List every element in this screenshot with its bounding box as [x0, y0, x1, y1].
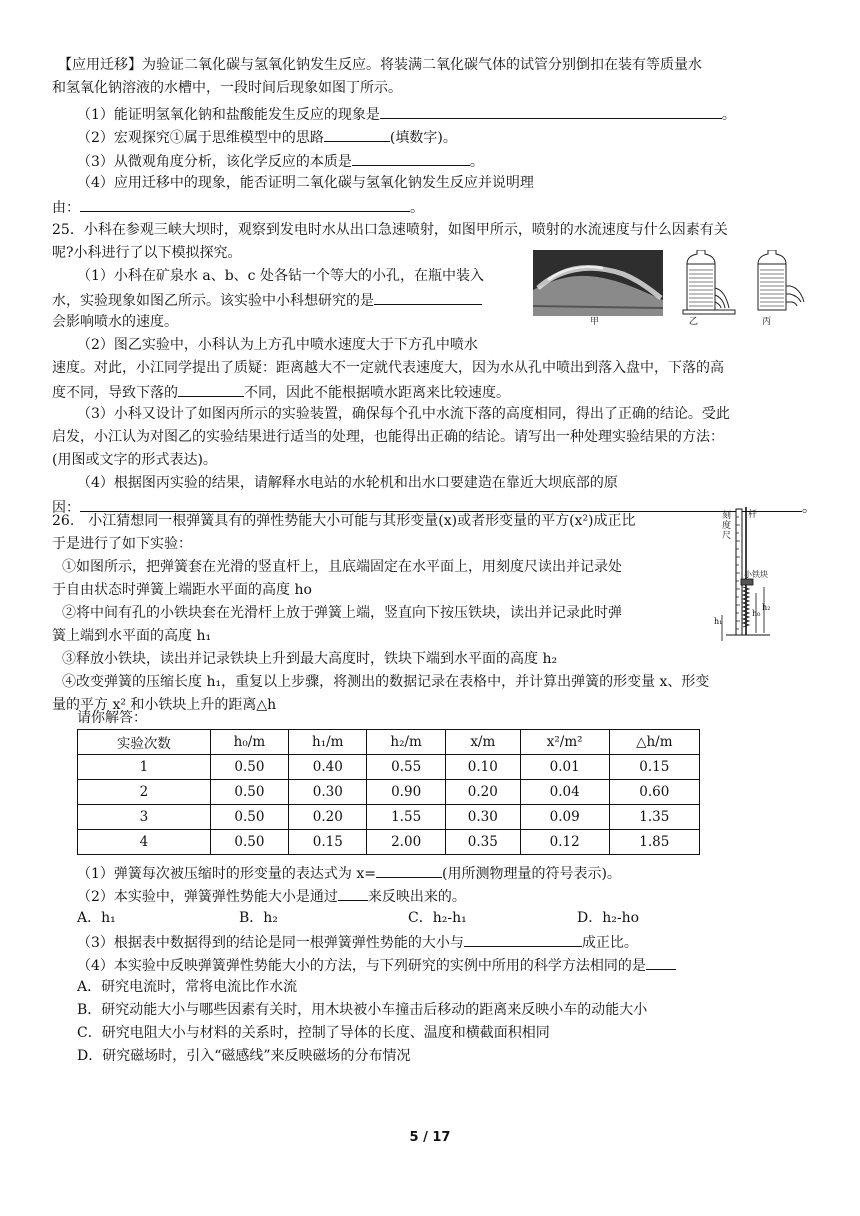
q26-step-2b: 簧上端到水平面的高度 h₁ — [52, 628, 212, 644]
answer-blank[interactable] — [324, 126, 390, 142]
table-cell: 2 — [78, 780, 211, 805]
table-header-row — [78, 730, 700, 755]
column-header: h₂/m — [367, 730, 445, 755]
q25-part-1b: 水，实验现象如图乙所示。该实验中小科想研究的是 — [52, 289, 482, 311]
q25-figure-jia — [533, 250, 663, 332]
table-cell: 0.50 — [210, 780, 288, 805]
q24-part-1: （1）能证明氢氧化钠和盐酸能发生反应的现象是 。 — [77, 103, 736, 125]
answer-blank[interactable] — [178, 381, 244, 397]
column-header: h₀/m — [210, 730, 288, 755]
q26-q2-option-b[interactable]: B．h₂ — [239, 910, 278, 926]
table-cell: 1.35 — [609, 805, 699, 830]
q25-part-3a: （3）小科又设计了如图丙所示的实验装置，确保每个孔中水流下落的高度相同，得出了正确的结论。受此 — [77, 406, 730, 422]
table-cell: 0.09 — [520, 805, 609, 830]
q26-spring-figure — [712, 505, 772, 645]
table-cell: 0.50 — [210, 830, 288, 855]
h2-label: h₂ — [762, 603, 771, 612]
table-cell: 0.50 — [210, 755, 288, 780]
answer-blank[interactable] — [380, 103, 722, 119]
column-header: x²/m² — [520, 730, 609, 755]
table-cell: 1 — [78, 755, 211, 780]
table-cell: 0.10 — [445, 755, 520, 780]
q26-step-1b: 于自由状态时弹簧上端距水平面的高度 ho — [52, 582, 312, 598]
q24-intro-line-2: 和氢氧化钠溶液的水槽中，一段时间后现象如图丁所示。 — [52, 80, 402, 96]
page-number: 5 / 17 — [409, 1130, 451, 1145]
q26-q2-option-a[interactable]: A．h₁ — [77, 910, 116, 926]
rod-label: 杆 — [748, 510, 758, 520]
q26-step-3: ③释放小铁块，读出并记录铁块上升到最大高度时，铁块下端到水平面的高度 h₂ — [62, 651, 558, 667]
table-cell: 0.50 — [210, 805, 288, 830]
h1-label: h₁ — [714, 617, 723, 626]
table-cell: 2.00 — [367, 830, 445, 855]
answer-blank[interactable] — [80, 496, 802, 512]
figure-label-bing: 丙 — [762, 317, 772, 327]
q25-part-4b: 因： 。 — [52, 496, 816, 518]
q26-question-2: （2）本实验中，弹簧弹性势能大小是通过 来反映出来的。 — [77, 885, 466, 907]
table-row — [78, 830, 700, 855]
table-row — [78, 755, 700, 780]
table-cell: 4 — [78, 830, 211, 855]
q26-step-4b: 量的平方 x² 和小铁块上升的距离△h — [52, 697, 277, 713]
table-cell: 0.30 — [289, 780, 367, 805]
q25-stem-line-1: 25．小科在参观三峡大坝时，观察到发电时水从出口急速喷射，如图甲所示，喷射的水流速度与什么因素有关 — [52, 222, 728, 238]
q26-q2-option-d[interactable]: D．h₂-ho — [577, 910, 640, 926]
column-header: h₁/m — [289, 730, 367, 755]
q24-part-4-reason: 由： 。 — [52, 196, 424, 218]
q26-prompt: 请你解答： — [77, 710, 147, 726]
table-cell: 0.30 — [445, 805, 520, 830]
figure-label-jia: 甲 — [590, 317, 600, 327]
table-cell: 1.55 — [367, 805, 445, 830]
q24-part-4: （4）应用迁移中的现象，能否证明二氧化碳与氢氧化钠发生反应并说明理 — [77, 175, 534, 191]
q26-question-1: （1）弹簧每次被压缩时的形变量的表达式为 x= (用所测物理量的符号表示)。 — [77, 862, 621, 884]
q25-part-2a: （2）图乙实验中，小科认为上方孔中喷水速度大于下方孔中喷水 — [77, 337, 478, 353]
q24-intro-line-1: 【应用迁移】为验证二氧化碳与氢氧化钠发生反应。将装满二氧化碳气体的试管分别倒扣在装有等质量水 — [58, 57, 702, 73]
table-cell: 0.20 — [289, 805, 367, 830]
q26-step-2a: ②将中间有孔的小铁块套在光滑杆上放于弹簧上端，竖直向下按压铁块，读出并记录此时弹 — [62, 605, 622, 621]
table-cell: 0.60 — [609, 780, 699, 805]
answer-blank[interactable] — [80, 196, 410, 212]
column-header: △h/m — [609, 730, 699, 755]
q26-q4-option-c[interactable]: C．研究电阻大小与材料的关系时，控制了导体的长度、温度和横截面积相同 — [77, 1025, 550, 1041]
h0-label: h₀ — [752, 609, 761, 618]
q26-step-1a: ①如图所示，把弹簧套在光滑的竖直杆上，且底端固定在水平面上，用刻度尺读出并记录处 — [62, 559, 622, 575]
table-row — [78, 805, 700, 830]
table-cell: 0.12 — [520, 830, 609, 855]
q26-step-4a: ④改变弹簧的压缩长度 h₁，重复以上步骤，将测出的数据记录在表格中，并计算出弹簧的形变量 x、形变 — [62, 674, 710, 690]
answer-blank[interactable] — [646, 954, 676, 970]
q26-q2-option-c[interactable]: C．h₂-h₁ — [408, 910, 467, 926]
q25-part-2b: 速度。对此，小江同学提出了质疑：距离越大不一定就代表速度大，因为水从孔中喷出到落入盘中，下落的高 — [52, 360, 724, 376]
table-cell: 0.15 — [609, 755, 699, 780]
figure-label-yi: 乙 — [689, 317, 699, 327]
table-cell: 0.90 — [367, 780, 445, 805]
table-cell: 0.01 — [520, 755, 609, 780]
column-header: x/m — [445, 730, 520, 755]
ruler-label: 刻度尺 — [722, 511, 732, 541]
answer-blank[interactable] — [376, 862, 442, 878]
q26-question-4: （4）本实验中反映弹簧弹性势能大小的方法，与下列研究的实例中所用的科学方法相同的是 — [77, 954, 676, 976]
q25-part-3b: 启发，小江认为对图乙的实验结果进行适当的处理，也能得出正确的结论。请写出一种处理实验结果的方法： — [52, 429, 724, 445]
table-cell: 3 — [78, 805, 211, 830]
answer-blank[interactable] — [464, 931, 582, 947]
q26-question-3: （3）根据表中数据得到的结论是同一根弹簧弹性势能的大小与 成正比。 — [77, 931, 638, 953]
table-cell: 0.55 — [367, 755, 445, 780]
q26-data-table — [77, 729, 700, 855]
block-label: 小铁块 — [744, 570, 768, 579]
q26-q4-option-b[interactable]: B．研究动能大小与哪些因素有关时，用木块被小车撞击后移动的距离来反映小车的动能大小 — [77, 1002, 648, 1018]
q24-part-3: （3）从微观角度分析，该化学反应的本质是 。 — [77, 150, 484, 172]
q25-part-3c: (用图或文字的形式表达)。 — [52, 452, 217, 468]
q26-q4-option-d[interactable]: D．研究磁场时，引入“磁感线”来反映磁场的分布情况 — [77, 1048, 411, 1064]
q26-q4-option-a[interactable]: A．研究电流时，常将电流比作水流 — [77, 979, 298, 995]
q25-figure-yi — [677, 250, 737, 330]
table-cell: 0.40 — [289, 755, 367, 780]
q25-part-4a: （4）根据图丙实验的结果，请解释水电站的水轮机和出水口要建造在靠近大坝底部的原 — [77, 475, 618, 491]
table-cell: 1.85 — [609, 830, 699, 855]
q24-part-2: （2）宏观探究①属于思维模型中的思路 (填数字)。 — [77, 126, 457, 148]
answer-blank[interactable] — [352, 150, 470, 166]
answer-blank[interactable] — [338, 885, 368, 901]
q25-part-1a: （1）小科在矿泉水 a、b、c 处各钻一个等大的小孔，在瓶中装入 — [77, 268, 484, 284]
q25-figure-bing — [748, 250, 808, 330]
q25-stem-line-2: 呢?小科进行了以下模拟探究。 — [52, 245, 242, 261]
q26-stem-line-2: 于是进行了如下实验： — [52, 536, 192, 552]
answer-blank[interactable] — [374, 289, 482, 305]
table-cell: 0.15 — [289, 830, 367, 855]
table-cell: 0.04 — [520, 780, 609, 805]
q26-stem-line-1: 26. 小江猜想同一根弹簧具有的弹性势能大小可能与其形变量(x)或者形变量的平方(x²)成正比 — [52, 513, 636, 529]
q25-part-2c: 度不同，导致下落的 不同，因此不能根据喷水距离来比较速度。 — [52, 381, 510, 403]
q25-part-1c: 会影响喷水的速度。 — [52, 314, 178, 330]
table-row — [78, 780, 700, 805]
column-header: 实验次数 — [78, 730, 211, 755]
table-cell: 0.20 — [445, 780, 520, 805]
table-cell: 0.35 — [445, 830, 520, 855]
